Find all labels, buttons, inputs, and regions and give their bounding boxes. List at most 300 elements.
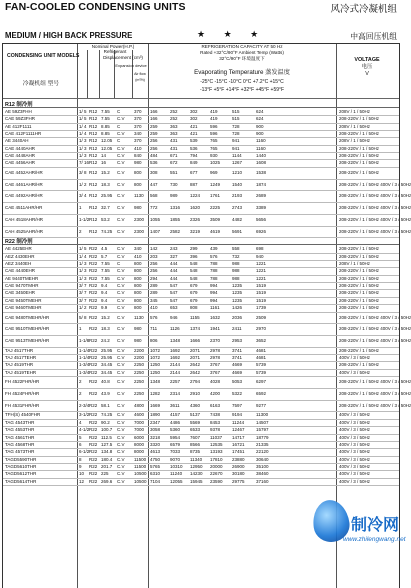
table-row [3, 226, 411, 238]
cell-expansion: C.V [117, 314, 125, 320]
cell-airflow: 800 [134, 297, 142, 303]
header-voltage: VOLTAGE [354, 57, 380, 63]
cell-model: CAE 9470TMHR [5, 283, 39, 289]
cell-cap-p15: 2509 [256, 314, 267, 320]
cell-voltage: 208-220V / 1 / 50Hz [339, 145, 380, 151]
cell-cap-0: 788 [210, 261, 218, 267]
cell-cap-p7: 988 [232, 268, 240, 274]
cell-cap-m25: 203 [150, 253, 158, 259]
cell-voltage: 208V / 1 / 50Hz [339, 261, 371, 267]
cell-expansion: C.V [117, 275, 125, 281]
cell-cap-0: 1941 [210, 326, 221, 332]
cell-power: 5 [79, 434, 82, 440]
cell-refrigerant: R22 [89, 471, 98, 477]
cell-power: 2 [79, 379, 82, 385]
cell-airflow: 6000 [134, 434, 145, 440]
cell-cap-m15: 547 [170, 290, 178, 296]
cell-expansion: C.V [117, 153, 125, 159]
cell-cap-p15: 14507 [256, 419, 269, 425]
cell-cap-m25: 1250 [150, 362, 161, 368]
table-row [3, 323, 411, 335]
cell-cap-p7: 2193 [232, 193, 243, 199]
cell-expansion: C.V [117, 347, 125, 353]
cell-airflow: 10500 [134, 471, 147, 477]
cell-displacement: 25.95 [101, 347, 113, 353]
cell-cap-p15: 11300 [256, 412, 269, 418]
title-en: FAN-COOLED CONDENSING UNITS [5, 1, 186, 13]
cell-displacement: 74.25 [101, 228, 113, 234]
cell-cap-p7: 5053 [232, 379, 243, 385]
cell-cap-0: 2978 [210, 347, 221, 353]
cell-cap-m15: 1348 [170, 338, 181, 344]
header-voltage-cn: 电压 [361, 64, 373, 70]
cell-cap-m15: 551 [170, 169, 178, 175]
cell-cap-p15: 1221 [256, 261, 267, 267]
header-voltage-unit: V [365, 71, 369, 77]
cell-airflow: 800 [134, 290, 142, 296]
watermark-url: www.zhilengwang.net [343, 536, 406, 543]
cell-cap-0: 23590 [210, 478, 223, 484]
cell-model: CAE 3450EHR [5, 290, 36, 296]
cell-power: 3-1/2 [79, 412, 90, 418]
table-row [3, 214, 411, 226]
cell-cap-p15: 624 [256, 109, 264, 114]
cell-cap-p15: 1519 [256, 297, 267, 303]
cell-cap-m25: 256 [150, 261, 158, 267]
cell-expansion: C.V [117, 478, 125, 484]
cell-power: 2-3/4 [79, 402, 90, 408]
cell-power: 5/ 8 [79, 314, 87, 320]
cell-power: 2 [79, 228, 82, 234]
table-row [3, 463, 399, 470]
cell-model: FH 4531FHR/HR [5, 402, 40, 408]
cell-airflow: 2200 [134, 355, 145, 361]
cell-cap-p15: 1440 [256, 153, 267, 159]
cell-refrigerant: R22 [89, 290, 98, 296]
table-row [3, 260, 399, 267]
cell-model: AE 4425EHR [5, 246, 32, 252]
cell-refrigerant: R22 [89, 419, 98, 425]
cell-cap-p15: 940 [256, 253, 264, 259]
cell-displacement: 100.7 [101, 427, 113, 433]
cell-cap-m10: 1155 [190, 314, 200, 320]
cell-model: TAJ 4519TEHR [5, 369, 37, 375]
cell-cap-m15: 2582 [170, 228, 181, 234]
cell-model: CAE 9460TMEHR [5, 305, 42, 311]
cell-airflow: 800 [134, 268, 142, 274]
cell-cap-m15: 327 [170, 253, 178, 259]
table-row [3, 202, 411, 214]
table-row [3, 478, 399, 485]
cell-cap-0: 765 [210, 145, 218, 151]
cell-cap-m25: 484 [150, 153, 158, 159]
header-evap-temp: Evaporating Temperature 蒸发温度 [194, 69, 290, 76]
cell-cap-m15: 730 [170, 181, 178, 187]
cell-displacement: 12.05 [101, 138, 113, 144]
cell-cap-p7: 732 [232, 253, 240, 259]
cell-cap-0: 419 [210, 116, 218, 122]
cell-cap-p7: 2036 [232, 314, 243, 320]
cell-refrigerant: R22 [89, 355, 98, 361]
cell-airflow: 980 [134, 326, 142, 332]
cell-cap-p15: 38460 [256, 471, 269, 477]
cell-cap-m25: 7104 [150, 478, 161, 484]
cell-expansion: C [117, 109, 121, 114]
cell-cap-m25: 568 [150, 193, 158, 199]
table-row [3, 115, 399, 122]
cell-displacement: 40.8 [101, 379, 110, 385]
cell-expansion: C.V [117, 355, 125, 361]
cell-displacement: 269.6 [101, 478, 113, 484]
cell-cap-p7: 29775 [232, 478, 245, 484]
cell-cap-p7: 26900 [232, 463, 245, 469]
cell-cap-m25: 166 [150, 116, 158, 122]
cell-cap-m10: 421 [190, 131, 198, 137]
cell-displacement: 15.2 [101, 169, 110, 175]
cell-cap-m25: 806 [150, 338, 158, 344]
cell-cap-0: 4028 [210, 379, 221, 385]
cell-airflow: 4600 [134, 412, 145, 418]
cell-airflow: 800 [134, 169, 142, 175]
cell-voltage: 208-220V / 1 / 50Hz [339, 283, 380, 289]
cell-cap-p7: 988 [232, 275, 240, 281]
cell-cap-0: 1761 [210, 193, 221, 199]
cell-cap-m15: 431 [170, 138, 178, 144]
cell-cap-m25: 1250 [150, 369, 161, 375]
cell-cap-p7: 17451 [232, 449, 245, 455]
cell-voltage: 208-220V / 1 / 50Hz 400V / 3 / 50Hz [339, 181, 411, 187]
cell-cap-m25: 410 [150, 305, 158, 311]
cell-cap-m15: 1692 [170, 355, 181, 361]
cell-cap-p15: 1519 [256, 283, 267, 289]
cell-cap-p7: 1267 [232, 160, 243, 166]
cell-cap-p7: 941 [232, 145, 240, 151]
cell-refrigerant: R12 [89, 123, 98, 129]
cell-power: 1-1/8 [79, 338, 90, 344]
cell-expansion: C.V [117, 390, 125, 396]
cell-displacement: 90.2 [101, 419, 110, 425]
cell-model: CAE 59Z3FHR [5, 116, 36, 122]
cell-cap-m10: 679 [190, 283, 198, 289]
table-row [3, 297, 399, 304]
cell-cap-m15: 444 [170, 275, 178, 281]
cell-cap-p15: 5739 [256, 362, 267, 368]
cell-expansion: C.V [117, 131, 125, 137]
cell-expansion: C.V [117, 471, 125, 477]
cell-cap-p7: 3741 [232, 347, 243, 353]
cell-voltage: 208-220V / 1 / 50Hz [339, 362, 380, 368]
cell-cap-m10: 2071 [190, 355, 201, 361]
table-row [3, 145, 399, 152]
table-row [3, 108, 399, 115]
cell-refrigerant: R12 [89, 205, 98, 211]
cell-voltage: 208-220V / 1 / 50Hz 400V / 3 / 50Hz [339, 338, 411, 344]
cell-refrigerant: R22 [89, 246, 98, 252]
cell-cap-p7: 23880 [232, 456, 245, 462]
cell-power: 10 [79, 471, 85, 477]
cell-model: TAJ 4517THR [5, 347, 34, 353]
cell-cap-m15: 2257 [170, 379, 181, 385]
cell-cap-p7: 12467 [232, 427, 245, 433]
cell-cap-0: 13193 [210, 449, 223, 455]
cell-refrigerant: R22 [89, 275, 98, 281]
cell-displacement: 8.85 [101, 123, 110, 129]
cell-airflow: 370 [134, 116, 142, 122]
table-row [3, 376, 411, 388]
cell-cap-p7: 4482 [232, 216, 243, 222]
cell-cap-p7: 9194 [232, 412, 243, 418]
table-row [3, 419, 399, 426]
cell-cap-m15: 444 [170, 268, 178, 274]
cell-expansion: C.V [117, 362, 125, 368]
cell-cap-m10: 849 [190, 160, 198, 166]
cell-displacement: 53.2 [101, 216, 110, 222]
cell-voltage: 208-220V / 1 / 50Hz [339, 246, 380, 252]
cell-voltage: 208-220V / 1 / 50Hz 400V / 3 / 50Hz [339, 193, 411, 199]
cell-model: CAE 4440AHR [5, 145, 36, 151]
table-row [3, 267, 399, 274]
cell-power: 1/ 2 [79, 305, 87, 311]
cell-refrigerant: R22 [89, 402, 98, 408]
cell-cap-p15: 1739 [256, 305, 267, 311]
cell-voltage: 400V / 3 / 50Hz [339, 369, 371, 375]
cell-airflow: 370 [134, 109, 142, 114]
cell-airflow: 800 [134, 261, 142, 267]
cell-cap-m10: 299 [190, 246, 198, 252]
cell-model: TAG 4573THR [5, 449, 35, 455]
cell-cap-p15: 15797 [256, 427, 269, 433]
cell-cap-m10: 5137 [190, 412, 201, 418]
table-row [3, 400, 411, 412]
cell-airflow: 4800 [134, 402, 145, 408]
cell-cap-m25: 166 [150, 109, 158, 114]
cell-displacement: 74.25 [101, 412, 113, 418]
cell-cap-p7: 16721 [232, 441, 245, 447]
cell-power: 1 [79, 326, 82, 332]
cell-cap-m10: 2326 [190, 216, 201, 222]
cell-airflow: 2300 [134, 216, 145, 222]
cell-displacement: 7.55 [101, 109, 110, 114]
cell-displacement: 9.4 [101, 290, 108, 296]
header-model-cn: 冷凝机组 型号 [22, 81, 60, 87]
cell-power: 1/ 4 [79, 131, 87, 137]
cell-cap-p7: 988 [232, 261, 240, 267]
cell-cap-m25: 289 [150, 283, 158, 289]
cell-voltage: 400V / 3 / 50Hz [339, 355, 371, 361]
cell-power: 1/ 3 [79, 275, 87, 281]
cell-cap-m10: 4360 [190, 402, 201, 408]
cell-cap-0: 22670 [210, 471, 223, 477]
cell-voltage: 208-220V / 1 / 50Hz [339, 268, 380, 274]
cell-airflow: 8000 [134, 449, 145, 455]
cell-voltage: 400V / 3 / 50Hz [339, 419, 371, 425]
cell-displacement: 7.55 [101, 261, 110, 267]
cell-cap-m10: 536 [190, 145, 198, 151]
cell-cap-m15: 1692 [170, 347, 181, 353]
cell-airflow: 2250 [134, 362, 145, 368]
cell-refrigerant: R22 [89, 449, 98, 455]
cell-displacement: 14 [101, 153, 107, 159]
cell-displacement: 16 [101, 160, 107, 166]
cell-cap-p15: 1160 [256, 138, 266, 144]
cell-expansion: C.V [117, 297, 125, 303]
cell-cap-m15: 11240 [170, 471, 183, 477]
cell-expansion: C.V [117, 379, 125, 385]
header-expansion: Expansion device [115, 63, 147, 68]
cell-displacement: 9.4 [101, 283, 108, 289]
cell-cap-m15: 1316 [170, 205, 181, 211]
cell-cap-p7: 11244 [232, 419, 245, 425]
cell-cap-m15: 5360 [170, 427, 181, 433]
cell-cap-p15: 5656 [256, 216, 267, 222]
header-rule [3, 98, 399, 99]
cell-cap-m10: 5569 [190, 419, 201, 425]
table-row [3, 369, 399, 376]
cell-expansion: C.V [117, 441, 125, 447]
cell-cap-m10: 1374 [190, 326, 201, 332]
cell-refrigerant: R22 [89, 326, 98, 332]
cell-cap-p7: 1210 [232, 169, 243, 175]
cell-cap-m15: 3611 [170, 402, 180, 408]
section-title: R22 制冷剂 [5, 239, 33, 246]
cell-cap-m10: 794 [190, 153, 198, 159]
cell-cap-m25: 1407 [150, 228, 161, 234]
table-row [3, 137, 399, 144]
cell-model: TAGD5612THR [5, 471, 37, 477]
cell-cap-p7: 515 [232, 116, 240, 122]
cell-model: TAGD5590THR [5, 456, 37, 462]
cell-cap-m10: 12950 [190, 463, 203, 469]
cell-cap-m15: 671 [170, 153, 178, 159]
cell-cap-p7: 1144 [232, 153, 242, 159]
table-row [3, 347, 399, 354]
cell-expansion: C [117, 123, 121, 129]
cell-cap-m15: 6579 [170, 441, 181, 447]
cell-cap-p15: 3389 [256, 205, 267, 211]
cell-model: AE 3440AH [5, 138, 29, 144]
cell-power: 1/ 3 [79, 153, 87, 159]
cell-displacement: 34.45 [101, 362, 113, 368]
cell-cap-m10: 14230 [190, 471, 203, 477]
cell-cap-m10: 6533 [190, 427, 201, 433]
row-divider [3, 485, 399, 486]
cell-cap-m10: 421 [190, 123, 198, 129]
cell-displacement: 225 [101, 471, 109, 477]
cell-power: 8 [79, 456, 82, 462]
cell-cap-p7: 515 [232, 109, 240, 114]
cell-cap-0: 2978 [210, 355, 221, 361]
cell-cap-p15: 37160 [256, 478, 269, 484]
cell-expansion: C.V [117, 449, 125, 455]
cell-refrigerant: R22 [89, 283, 98, 289]
cell-displacement: 7.55 [101, 116, 110, 122]
cell-cap-m15: 547 [170, 283, 178, 289]
cell-cap-m25: 1669 [150, 402, 161, 408]
cell-cap-m15: 4486 [170, 419, 181, 425]
cell-voltage: 208-220V / 1 / 50Hz 400V / 3 / 50Hz [339, 228, 411, 234]
cell-model: AEZ 4430EHR [5, 253, 35, 259]
cell-power: 1 [79, 205, 82, 211]
cell-cap-p15: 22120 [256, 449, 269, 455]
cell-displacement: 9.9 [101, 305, 108, 311]
cell-airflow: 7000 [134, 419, 145, 425]
header-refcap: REFRIGERATION CAPACITY AT 50 Hz [201, 44, 283, 49]
cell-refrigerant: R22 [89, 412, 98, 418]
cell-cap-m15: 1126 [170, 326, 180, 332]
cell-voltage: 208-220V / 1 / 50Hz [339, 305, 380, 311]
cell-airflow: 2250 [134, 379, 145, 385]
cell-cap-m10: 2794 [190, 379, 201, 385]
cell-model: AEZ 3440EH [5, 261, 32, 267]
cell-cap-m15: 431 [170, 145, 178, 151]
cell-cap-m25: 256 [150, 268, 158, 274]
cell-power: 3/ 7 [79, 297, 87, 303]
cell-cap-m25: 1890 [150, 412, 161, 418]
table-row [3, 426, 399, 433]
cell-model: TAJ 4517TEHR [5, 355, 37, 361]
cell-airflow: 370 [134, 138, 142, 144]
cell-cap-m10: 679 [190, 290, 198, 296]
cell-power: 1/ 4 [79, 253, 87, 259]
cell-model: TAG 4543THR [5, 419, 35, 425]
cell-power: 6-1/2 [79, 449, 90, 455]
cell-power: 3/ 4 [79, 193, 87, 199]
cell-cap-m25: 576 [150, 314, 158, 320]
cell-displacement: 7.55 [101, 268, 110, 274]
cell-displacement: 180.4 [101, 456, 113, 462]
cell-displacement: 18.3 [101, 326, 110, 332]
cell-model: CAE 4456AHR [5, 160, 36, 166]
cell-model: TFH(S) 4540FHR [5, 412, 41, 418]
cell-voltage: 208-220V / 1 / 50Hz [339, 169, 380, 175]
page-header [0, 0, 400, 44]
cell-cap-m15: 946 [170, 314, 178, 320]
row-divider [3, 237, 399, 238]
cell-cap-m15: 7033 [170, 449, 181, 455]
cell-airflow: 10500 [134, 478, 147, 484]
cell-displacement: 12.05 [101, 145, 113, 151]
cell-cap-m10: 302 [190, 109, 198, 114]
cell-power: 3/ 7 [79, 283, 87, 289]
cell-refrigerant: R12 [89, 181, 98, 187]
cell-model: AE 9440TMEHR [5, 275, 39, 281]
cell-airflow: 2300 [134, 228, 145, 234]
cell-power: 6 [79, 441, 82, 447]
cell-cap-0: 994 [210, 297, 218, 303]
cell-cap-m25: 308 [150, 169, 158, 175]
cell-expansion: C [117, 138, 121, 144]
cell-model: CAH 4525AHR/HR [5, 228, 44, 234]
header-temps-c: -25°C -15°C -10°C 0°C +7.2°C +15°C [200, 79, 284, 85]
cell-airflow: 1130 [134, 314, 144, 320]
cell-airflow: 800 [134, 275, 142, 281]
cell-cap-p7: 4669 [232, 362, 243, 368]
cell-cap-m25: 289 [150, 290, 158, 296]
cell-voltage: 208-220V / 1 / 50Hz 400V / 3 / 50Hz [339, 326, 411, 332]
cell-power: 4 [79, 419, 82, 425]
cell-cap-m10: 2642 [190, 362, 201, 368]
cell-cap-p15: 30640 [256, 456, 269, 462]
cell-cap-m10: 887 [190, 181, 198, 187]
cell-cap-m15: 363 [170, 123, 178, 129]
cell-cap-0: 788 [210, 275, 218, 281]
cell-voltage: 400V / 3 / 50Hz [339, 427, 371, 433]
cell-expansion: C.V [117, 169, 125, 175]
cell-power: 12 [79, 478, 85, 484]
cell-cap-p7: 941 [232, 138, 240, 144]
cell-refrigerant: R12 [89, 228, 98, 234]
cell-refrigerant: R22 [89, 434, 98, 440]
